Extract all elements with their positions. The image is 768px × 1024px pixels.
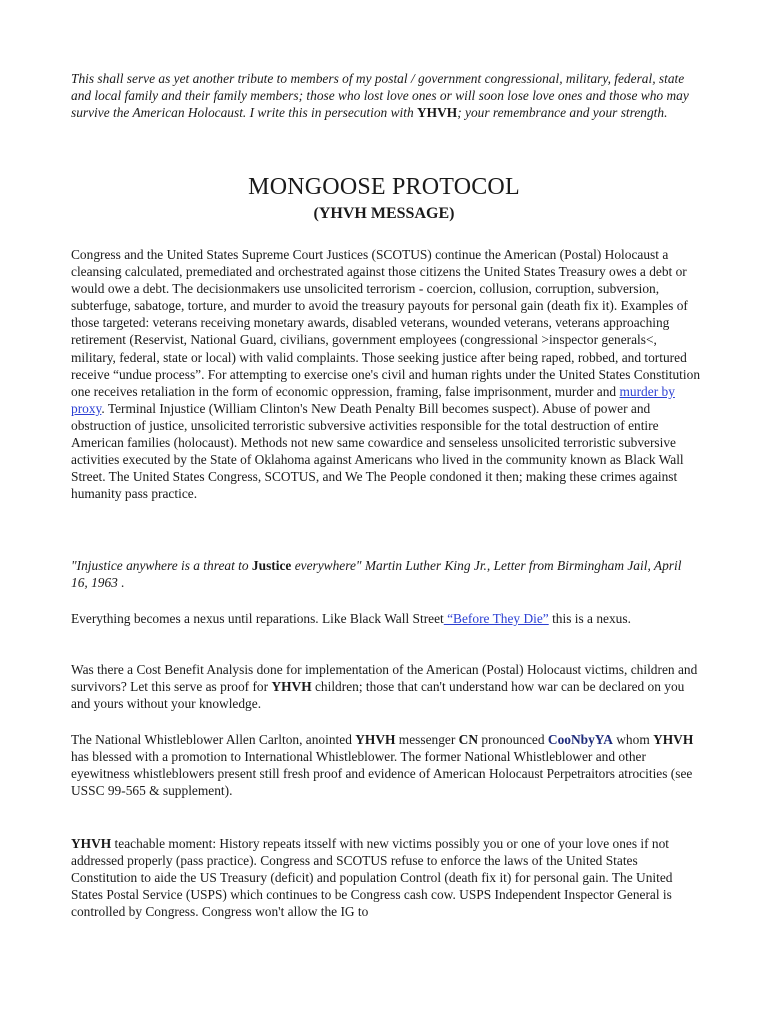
whistleblower-yhvh-2: YHVH [653, 732, 694, 747]
paragraph-teachable-moment [71, 835, 701, 920]
quote-justice: Justice [251, 558, 292, 573]
whistleblower-text-4: whom [612, 732, 654, 747]
paragraph-cost-benefit [71, 661, 701, 712]
whistleblower-cn: CN [458, 732, 478, 747]
paragraph-cost-benefit-text: Was there a Cost Benefit Analysis done for implementation of the American (Postal) Holocaust victims, children and survivors? Let this serve as proof for [71, 662, 698, 695]
intro-paragraph [71, 70, 701, 121]
paragraph-nexus-text: Everything becomes a nexus until reparations. Like Black Wall Street [71, 611, 444, 626]
before-they-die-link[interactable]: “Before They Die” [443, 611, 549, 626]
whistleblower-coonbyya: CooNbyYA [547, 732, 613, 747]
page-title: MONGOOSE PROTOCOL [248, 174, 520, 200]
paragraph-nexus [71, 610, 701, 627]
quote-text: "Injustice anywhere is a threat to [71, 558, 252, 573]
whistleblower-text-3: pronounced [478, 732, 548, 747]
mlk-quote [71, 557, 701, 591]
quote-text-end: everywhere" Martin Luther King Jr., Letter from Birmingham Jail, April 16, 1963 . [71, 558, 682, 591]
teachable-text: teachable moment: History repeats itsself with new victims possibly you or one of your love ones if not addressed properly (pass practice). Congress and SCOTUS refuse to enforce the laws of the United States Constitution to aide the US Treasury (deficit) and population Control (death fix it) for personal gain. The United States Postal Service (USPS) which continues to be Congress cash cow. USPS Independent Inspector General is controlled by Congress. Congress won't allow the IG to [71, 836, 673, 920]
teachable-yhvh: YHVH [71, 836, 112, 851]
whistleblower-text-5: has blessed with a promotion to International Whistleblower. The former National Whistleblower and other eyewitness whistleblowers present still fresh proof and evidence of American Holocaust Perpetraitors atrocities (see USSC 99-565 & supplement). [71, 749, 693, 799]
paragraph-nexus-text-end: this is a nexus. [548, 611, 631, 626]
intro-yhvh: YHVH [417, 105, 458, 121]
paragraph-cost-benefit-text-end: children; those that can't understand how war can be declared on you and yours without your knowledge. [71, 679, 685, 712]
intro-text-end: ; your remembrance and your strength. [457, 105, 668, 121]
paragraph-holocaust-text: Congress and the United States Supreme Court Justices (SCOTUS) continue the American (Postal) Holocaust a cleansing calculated, premediated and orchestrated against those citizens the United States Treasury owes a debt or would owe a debt. The decisionmakers use unsolicited terrorism - coercion, collusion, corruption, subversion, subterfuge, sabatoge, torture, and murder to avoid the treasury payouts for personal gain (death fix it). Examples of those targeted: veterans receiving monetary awards, disabled veterans, wounded veterans, veterans approaching retirement (Reservist, National Guard, civilians, government employees (congressional >inspector generals<, military, federal, state or local) with valid complaints. Those seeking justice after being raped, robbed, and tortured receive “undue process”. For attempting to exercise one's civil and human rights under the United States Constitution one receives retaliation in the form of economic oppression, framing, false imprisonment, murder and [71, 247, 701, 399]
whistleblower-text-2: messenger [395, 732, 459, 747]
paragraph-holocaust [71, 246, 701, 502]
whistleblower-yhvh-1: YHVH [355, 732, 396, 747]
whistleblower-text-1: The National Whistleblower Allen Carlton, anointed [71, 732, 356, 747]
murder-by-proxy-link[interactable]: murder by proxy [71, 383, 675, 416]
paragraph-cost-benefit-yhvh: YHVH [271, 679, 312, 695]
paragraph-holocaust-text-end: . Terminal Injustice (William Clinton's New Death Penalty Bill becomes suspect). Abuse of power and obstruction of justice, unsolicited terroristic subversive activities responsible for the total destruction of entire American families (holocaust). Methods not new same cowardice and senseless unsolicited terroristic subversive activities executed by the State of Oklahoma against Americans who lived in the community known as Black Wall Street. The United States Congress, SCOTUS, and We The People condoned it then; making these crimes against humanity pass practice. [71, 400, 684, 502]
paragraph-whistleblower [71, 731, 701, 799]
page-subtitle: (YHVH MESSAGE) [313, 205, 455, 222]
intro-text: This shall serve as yet another tribute to members of my postal / government congressional, military, federal, state and local family and their family members; those who lost love ones or will soon lose love ones and those who may survive the American Holocaust. I write this in persecution with [71, 71, 689, 121]
